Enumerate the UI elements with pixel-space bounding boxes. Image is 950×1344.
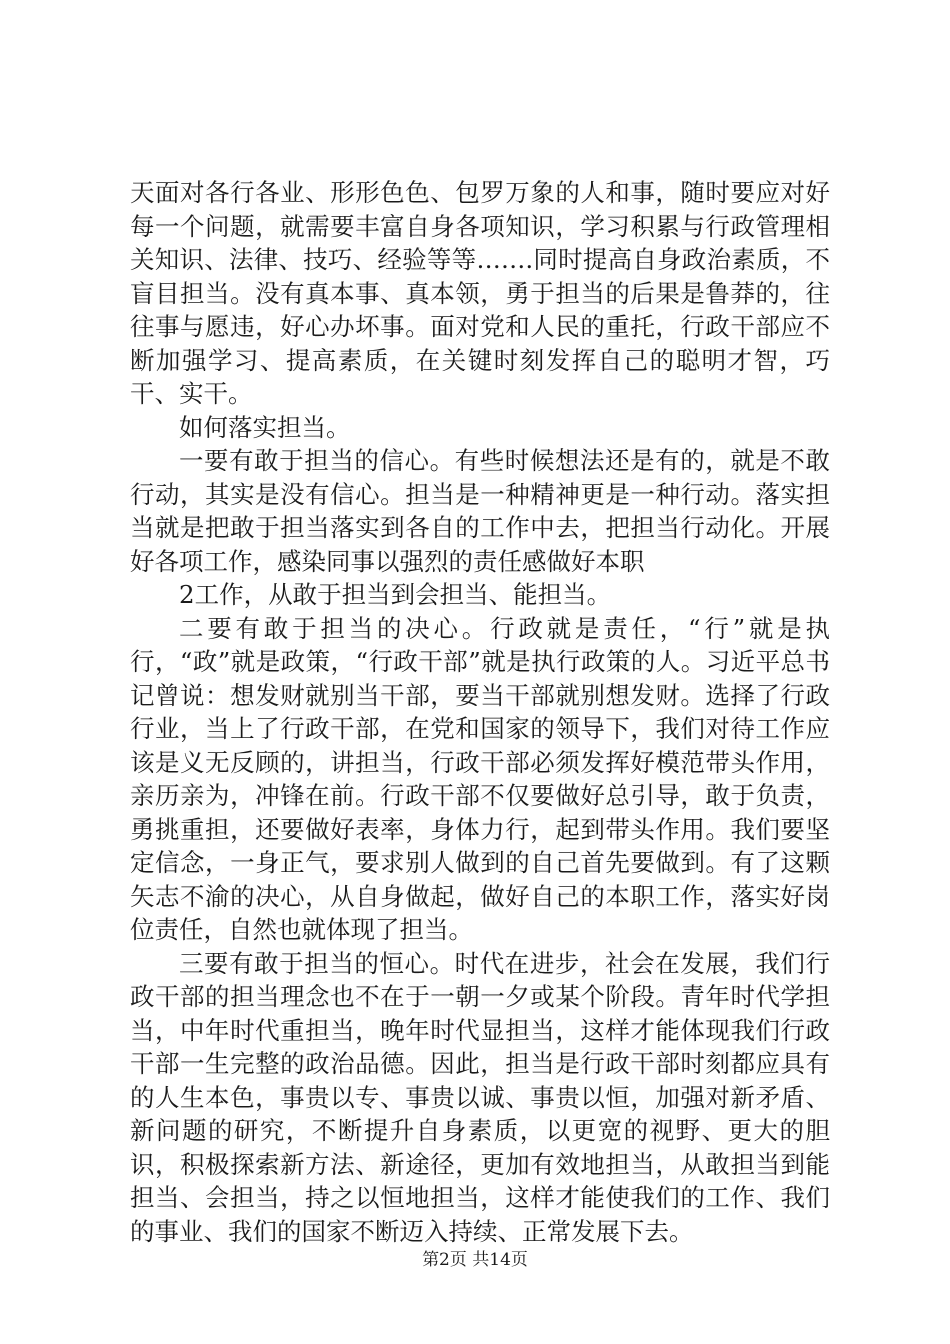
document-body: [130, 176, 830, 1248]
paragraph-perseverance: 三要有敢于担当的恒心。时代在进步，社会在发展，我们行政干部的担当理念也不在于一朝一夕或某个阶段。青年时代学担当，中年时代重担当，晚年时代显担当，这样才能体现我们行政干部一生完整的政治品德。因此，担当是行政干部时刻都应具有的人生本色，事贵以专、事贵以诚、事贵以恒，加强对新矛盾、新问题的研究，不断提升自身素质，以更宽的视野、更大的胆识，积极探索新方法、新途径，更加有效地担当，从敢担当到能担当、会担当，持之以恒地担当，这样才能使我们的工作、我们的事业、我们的国家不断迈入持续、正常发展下去。: [130, 948, 830, 1246]
page-number-label: 第2页 共14页: [422, 1250, 528, 1270]
paragraph-determination: 二要有敢于担当的决心。行政就是责任，“行”就是执行，“政”就是政策，“行政干部”就是执行政策的人。习近平总书记曾说：想发财就别当干部，要当干部就别想发财。选择了行政行业，当上了行政干部，在党和国家的领导下，我们对待工作应该是义无反顾的，讲担当，行政干部必须发挥好模范带头作用，亲历亲为，冲锋在前。行政干部不仅要做好总引导，敢于负责，勇挑重担，还要做好表率，身体力行，起到带头作用。我们要坚定信念，一身正气，要求别人做到的自己首先要做到。有了这颗矢志不渝的决心，从自身做起，做好自己的本职工作，落实好岗位责任，自然也就体现了担当。: [130, 613, 830, 944]
paragraph-confidence: 一要有敢于担当的信心。有些时候想法还是有的，就是不敢行动，其实是没有信心。担当是一种精神更是一种行动。落实担当就是把敢于担当落实到各自的工作中去，把担当行动化。开展好各项工作，感染同事以强烈的责任感做好本职: [130, 446, 830, 576]
paragraph-heading: 如何落实担当。: [179, 412, 351, 442]
paragraph-continued: 天面对各行各业、形形色色、包罗万象的人和事，随时要应对好每一个问题，就需要丰富自身各项知识，学习积累与行政管理相关知识、法律、技巧、经验等等…….同时提高自身政治素质，不盲目担当。没有真本事、真本领，勇于担当的后果是鲁莽的，往往事与愿违，好心办坏事。面对党和人民的重托，行政干部应不断加强学习、提高素质，在关键时刻发挥自己的聪明才智，巧干、实干。: [130, 178, 830, 408]
page-footer: [0, 1245, 950, 1270]
paragraph-work: 2工作，从敢于担当到会担当、能担当。: [179, 580, 612, 609]
